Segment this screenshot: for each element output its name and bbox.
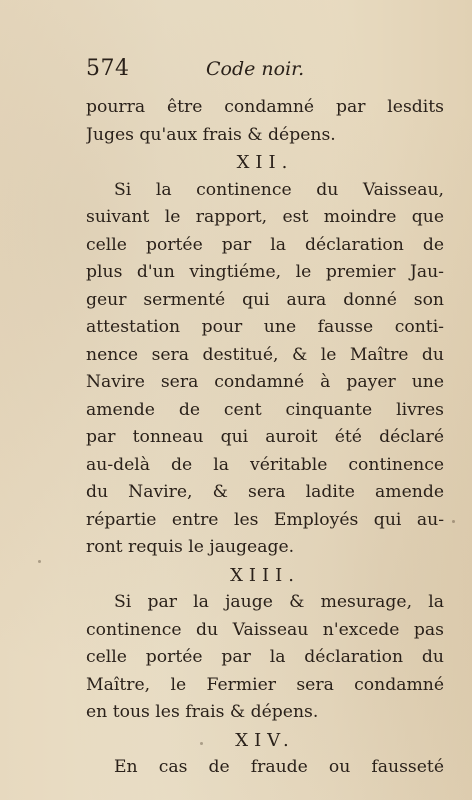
page-header — [86, 56, 444, 94]
text-line: Juges qu'aux frais & dépens. — [86, 124, 336, 145]
text-line: amende de cent cinquante livres — [86, 399, 444, 420]
text-line: celle portée par la déclaration du — [86, 647, 444, 667]
text-line: attestation pour une fausse conti- — [86, 317, 444, 337]
text-line: suivant le rapport, est moindre que — [86, 207, 444, 227]
text-line: répartie entre les Employés qui au- — [86, 509, 444, 530]
text-line: pourra être condamné par lesdits — [86, 97, 444, 117]
text-line: au-delà de la véritable continence — [86, 454, 444, 475]
text-line: Si par la jauge & mesurage, la — [114, 592, 444, 612]
text-line: celle portée par la déclaration de — [86, 234, 444, 255]
text-line: Maître, le Fermier sera condamné — [86, 674, 444, 695]
text-line: Si la continence du Vaisseau, — [114, 179, 444, 200]
text-line: geur sermenté qui aura donné son — [86, 289, 444, 310]
paper-speck — [452, 520, 455, 523]
page-content — [86, 56, 444, 782]
text-line: Navire sera condamné à payer une — [86, 372, 444, 392]
text-line: par tonneau qui auroit été déclaré — [86, 427, 444, 447]
text-line: du Navire, & sera ladite amende — [86, 482, 444, 502]
article-heading: XIII. — [230, 564, 300, 586]
text-line: En cas de fraude ou fausseté — [114, 757, 444, 777]
article-heading: XIV. — [235, 729, 295, 751]
text-line: en tous les frais & dépens. — [86, 702, 319, 722]
page-number: 574 — [86, 56, 130, 81]
paper-speck — [38, 560, 41, 563]
article-heading: XII. — [236, 152, 294, 173]
running-title: Code noir. — [206, 58, 305, 80]
text-line: ront requis le jaugeage. — [86, 537, 295, 557]
text-body — [86, 94, 444, 782]
text-line: plus d'un vingtiéme, le premier Jau- — [86, 262, 444, 282]
text-line: nence sera destitué, & le Maître du — [86, 344, 444, 365]
text-line: continence du Vaisseau n'excede pas — [86, 619, 444, 640]
